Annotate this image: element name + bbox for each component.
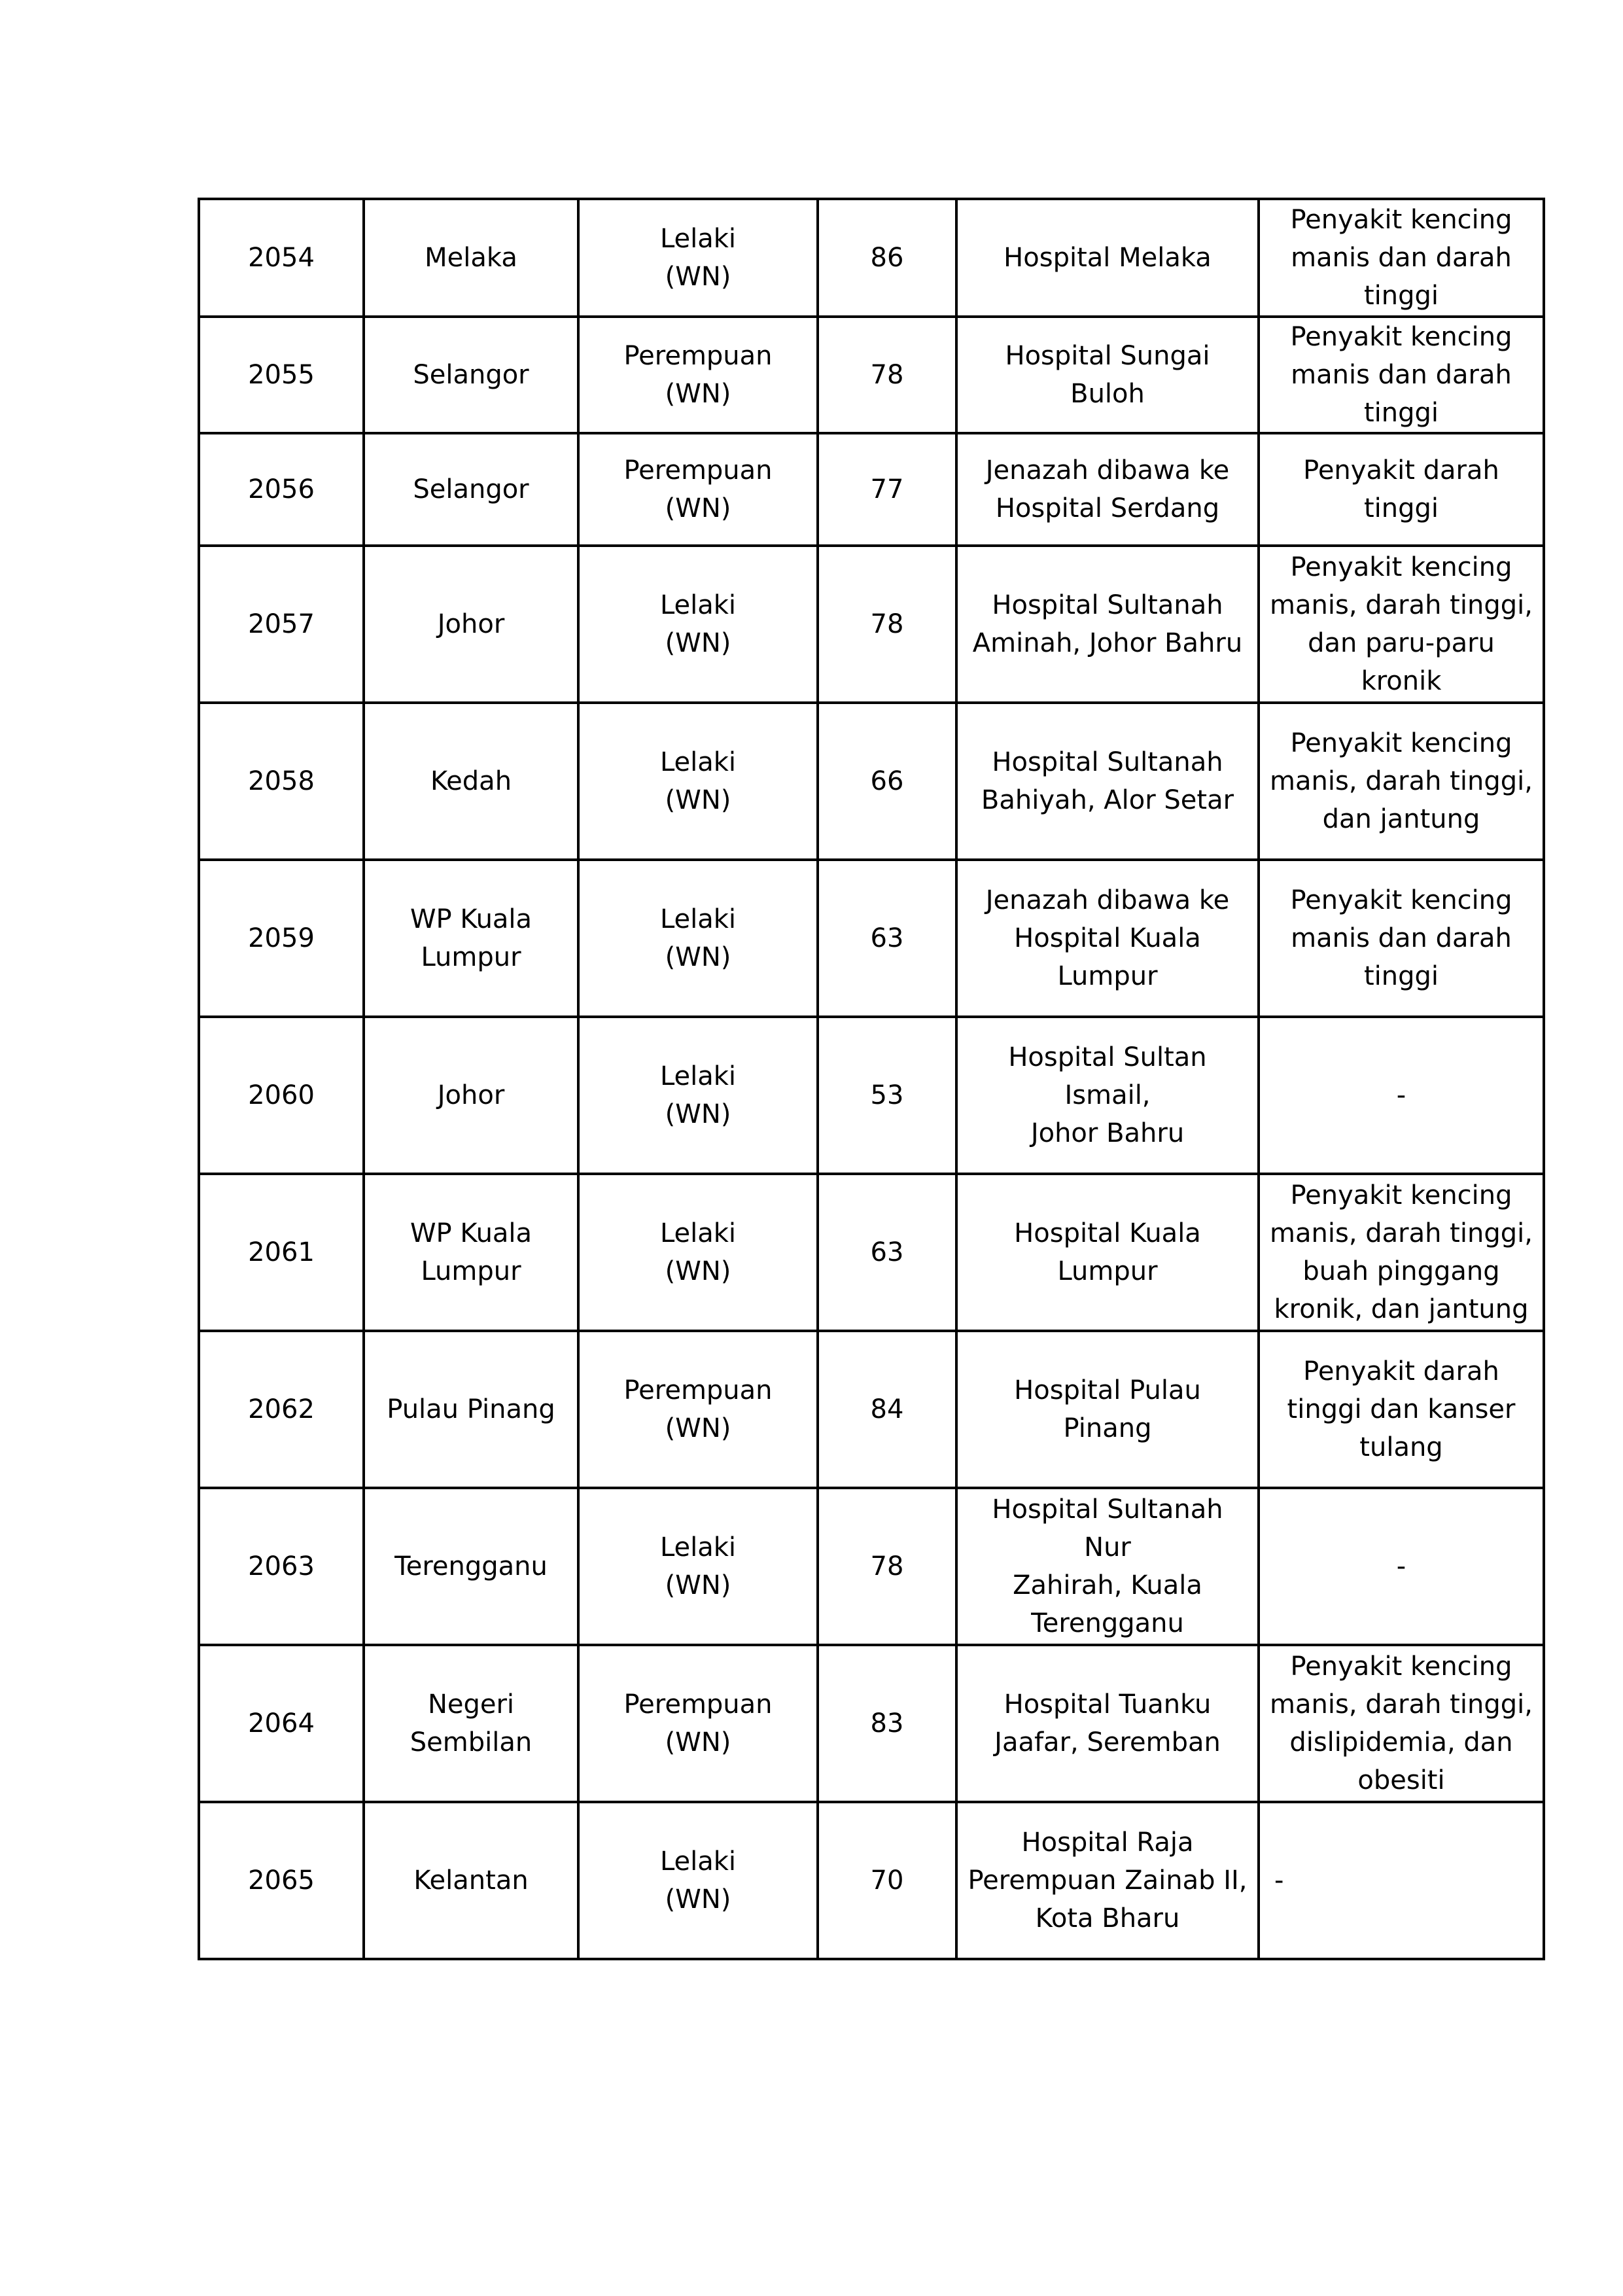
comorbidity-cell: Penyakit kencing manis dan darah tinggi bbox=[1259, 860, 1544, 1017]
table-row bbox=[199, 1174, 1544, 1331]
hospital-cell: Hospital Pulau Pinang bbox=[956, 1331, 1259, 1488]
state-cell: Johor bbox=[364, 1017, 578, 1174]
case-number-cell: 2060 bbox=[199, 1017, 364, 1174]
comorbidity-cell: Penyakit darah tinggi bbox=[1259, 433, 1544, 546]
gender-cell: Lelaki (WN) bbox=[578, 1017, 818, 1174]
case-number-cell: 2061 bbox=[199, 1174, 364, 1331]
gender-cell: Perempuan (WN) bbox=[578, 433, 818, 546]
age-cell: 66 bbox=[818, 703, 956, 860]
comorbidity-cell: - bbox=[1259, 1488, 1544, 1645]
table-row bbox=[199, 433, 1544, 546]
gender-cell: Lelaki (WN) bbox=[578, 703, 818, 860]
hospital-cell: Hospital Kuala Lumpur bbox=[956, 1174, 1259, 1331]
age-cell: 70 bbox=[818, 1802, 956, 1959]
case-number-cell: 2064 bbox=[199, 1645, 364, 1802]
gender-cell: Lelaki (WN) bbox=[578, 546, 818, 703]
hospital-cell: Hospital Sungai Buloh bbox=[956, 317, 1259, 433]
hospital-cell: Hospital Sultanah Nur Zahirah, Kuala Terengganu bbox=[956, 1488, 1259, 1645]
state-cell: Selangor bbox=[364, 433, 578, 546]
age-cell: 77 bbox=[818, 433, 956, 546]
gender-cell: Lelaki (WN) bbox=[578, 1488, 818, 1645]
case-number-cell: 2055 bbox=[199, 317, 364, 433]
age-cell: 53 bbox=[818, 1017, 956, 1174]
state-cell: Kelantan bbox=[364, 1802, 578, 1959]
hospital-cell: Hospital Tuanku Jaafar, Seremban bbox=[956, 1645, 1259, 1802]
table-row bbox=[199, 546, 1544, 703]
state-cell: Pulau Pinang bbox=[364, 1331, 578, 1488]
age-cell: 83 bbox=[818, 1645, 956, 1802]
table-row bbox=[199, 1802, 1544, 1959]
hospital-cell: Hospital Sultan Ismail, Johor Bahru bbox=[956, 1017, 1259, 1174]
case-number-cell: 2065 bbox=[199, 1802, 364, 1959]
comorbidity-cell: Penyakit kencing manis, darah tinggi, dislipidemia, dan obesiti bbox=[1259, 1645, 1544, 1802]
state-cell: Terengganu bbox=[364, 1488, 578, 1645]
table-row bbox=[199, 317, 1544, 433]
gender-cell: Perempuan (WN) bbox=[578, 317, 818, 433]
table-row bbox=[199, 1488, 1544, 1645]
age-cell: 63 bbox=[818, 1174, 956, 1331]
hospital-cell: Hospital Raja Perempuan Zainab II, Kota Bharu bbox=[956, 1802, 1259, 1959]
case-number-cell: 2057 bbox=[199, 546, 364, 703]
state-cell: WP Kuala Lumpur bbox=[364, 860, 578, 1017]
age-cell: 78 bbox=[818, 546, 956, 703]
case-number-cell: 2062 bbox=[199, 1331, 364, 1488]
comorbidity-cell: Penyakit darah tinggi dan kanser tulang bbox=[1259, 1331, 1544, 1488]
case-number-cell: 2054 bbox=[199, 199, 364, 317]
comorbidity-cell: Penyakit kencing manis dan darah tinggi bbox=[1259, 317, 1544, 433]
comorbidity-cell: Penyakit kencing manis, darah tinggi, buah pinggang kronik, dan jantung bbox=[1259, 1174, 1544, 1331]
comorbidity-cell: Penyakit kencing manis, darah tinggi, dan paru-paru kronik bbox=[1259, 546, 1544, 703]
hospital-cell: Hospital Sultanah Aminah, Johor Bahru bbox=[956, 546, 1259, 703]
comorbidity-cell: - bbox=[1259, 1017, 1544, 1174]
state-cell: Johor bbox=[364, 546, 578, 703]
gender-cell: Perempuan (WN) bbox=[578, 1331, 818, 1488]
comorbidity-cell: Penyakit kencing manis, darah tinggi, dan jantung bbox=[1259, 703, 1544, 860]
table-row bbox=[199, 703, 1544, 860]
gender-cell: Lelaki (WN) bbox=[578, 860, 818, 1017]
age-cell: 78 bbox=[818, 1488, 956, 1645]
gender-cell: Lelaki (WN) bbox=[578, 1174, 818, 1331]
state-cell: WP Kuala Lumpur bbox=[364, 1174, 578, 1331]
comorbidity-cell: Penyakit kencing manis dan darah tinggi bbox=[1259, 199, 1544, 317]
case-number-cell: 2059 bbox=[199, 860, 364, 1017]
gender-cell: Perempuan (WN) bbox=[578, 1645, 818, 1802]
age-cell: 86 bbox=[818, 199, 956, 317]
table-row bbox=[199, 1645, 1544, 1802]
comorbidity-cell: - bbox=[1259, 1802, 1544, 1959]
gender-cell: Lelaki (WN) bbox=[578, 199, 818, 317]
hospital-cell: Hospital Melaka bbox=[956, 199, 1259, 317]
state-cell: Melaka bbox=[364, 199, 578, 317]
case-number-cell: 2056 bbox=[199, 433, 364, 546]
table-row bbox=[199, 1331, 1544, 1488]
hospital-cell: Jenazah dibawa ke Hospital Serdang bbox=[956, 433, 1259, 546]
case-number-cell: 2063 bbox=[199, 1488, 364, 1645]
hospital-cell: Hospital Sultanah Bahiyah, Alor Setar bbox=[956, 703, 1259, 860]
table-row bbox=[199, 1017, 1544, 1174]
gender-cell: Lelaki (WN) bbox=[578, 1802, 818, 1959]
age-cell: 84 bbox=[818, 1331, 956, 1488]
hospital-cell: Jenazah dibawa ke Hospital Kuala Lumpur bbox=[956, 860, 1259, 1017]
state-cell: Kedah bbox=[364, 703, 578, 860]
age-cell: 78 bbox=[818, 317, 956, 433]
age-cell: 63 bbox=[818, 860, 956, 1017]
table-row bbox=[199, 860, 1544, 1017]
cases-table bbox=[198, 198, 1545, 1960]
case-number-cell: 2058 bbox=[199, 703, 364, 860]
table-row bbox=[199, 199, 1544, 317]
state-cell: Negeri Sembilan bbox=[364, 1645, 578, 1802]
state-cell: Selangor bbox=[364, 317, 578, 433]
